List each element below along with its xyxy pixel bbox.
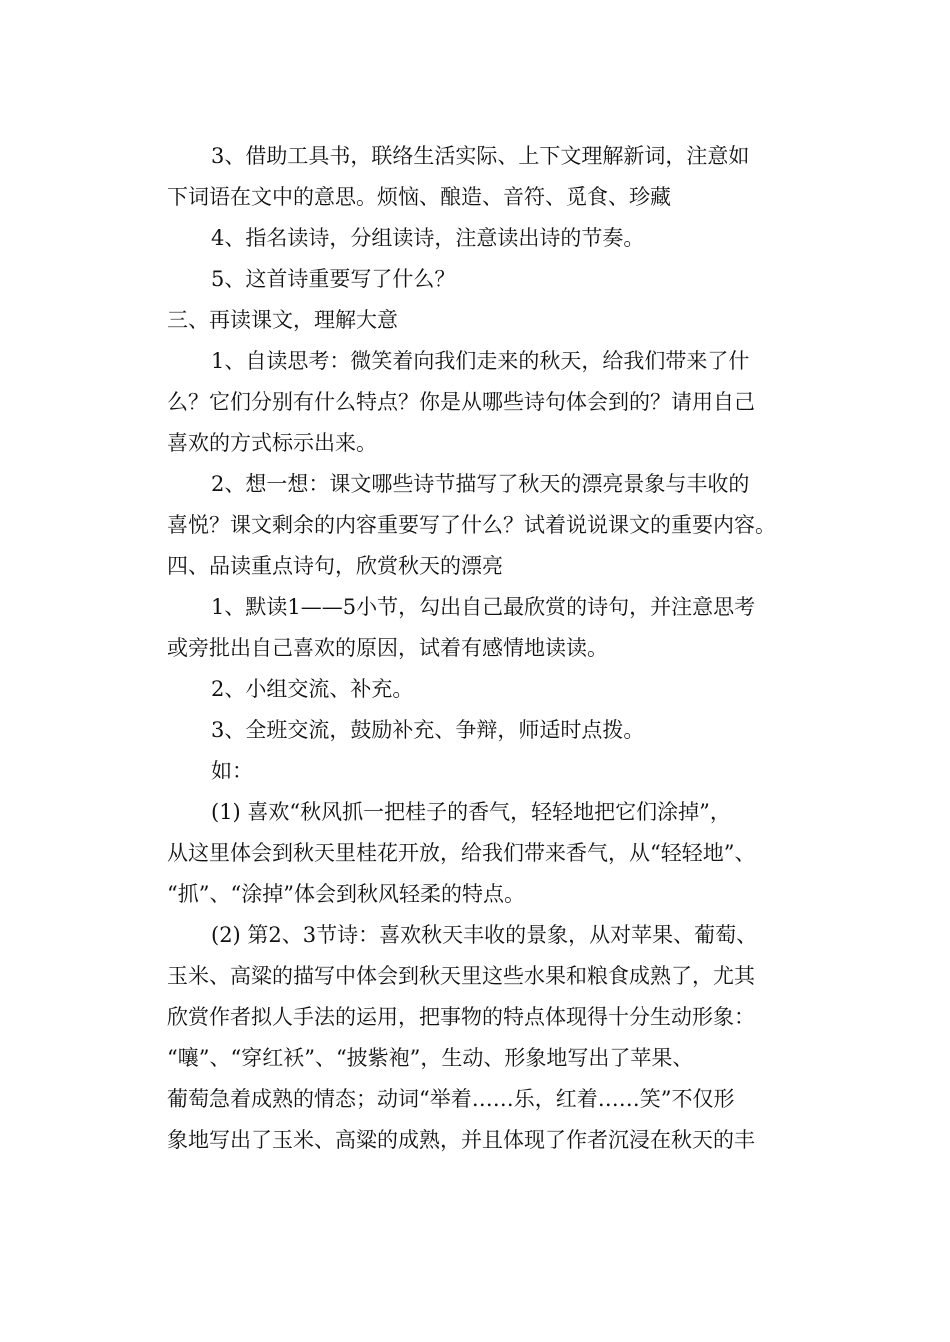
text-line: 从这里体会到秋天里桂花开放，给我们带来香气，从“轻轻地”、 [167,841,756,865]
text-line: 3、全班交流，鼓励补充、争辩，师适时点拨。 [211,718,645,742]
text-line: 喜欢的方式标示出来。 [167,431,377,455]
text-line: (2) 第2、3节诗：喜欢秋天丰收的景象，从对苹果、葡萄、 [211,923,758,947]
text-line: 玉米、高粱的描写中体会到秋天里这些水果和粮食成熟了，尤其 [167,964,755,988]
document-body [167,136,807,1161]
text-line: 葡萄急着成熟的情态；动词“举着……乐，红着……笑”不仅形 [167,1087,735,1111]
text-line: 2、小组交流、补充。 [211,677,414,701]
text-line: 欣赏作者拟人手法的运用，把事物的特点体现得十分生动形象： [167,1005,755,1029]
text-line: “抓”、“涂掉”体会到秋风轻柔的特点。 [167,882,525,906]
text-line: 三、再读课文，理解大意 [167,308,398,332]
text-line: 下词语在文中的意思。烦恼、酿造、音符、觅食、珍藏 [167,185,671,209]
text-line: 四、品读重点诗句，欣赏秋天的漂亮 [167,554,503,578]
text-line: 4、指名读诗，分组读诗，注意读出诗的节奏。 [211,226,645,250]
text-line: 1、默读1——5小节，勾出自己最欣赏的诗句，并注意思考 [211,595,756,619]
text-line: 5、这首诗重要写了什么？ [211,267,456,291]
text-line: 喜悦？课文剩余的内容重要写了什么？试着说说课文的重要内容。 [167,513,776,537]
text-line: 3、借助工具书，联络生活实际、上下文理解新词，注意如 [211,144,750,168]
text-line: 1、自读思考：微笑着向我们走来的秋天，给我们带来了什 [211,349,750,373]
text-line: (1) 喜欢“秋风抓一把桂子的香气，轻轻地把它们涂掉”， [211,800,731,824]
text-line: 或旁批出自己喜欢的原因，试着有感情地读读。 [167,636,608,660]
text-line: “嚷”、“穿红袄”、“披紫袍”，生动、形象地写出了苹果、 [167,1046,694,1070]
text-line: 象地写出了玉米、高粱的成熟，并且体现了作者沉浸在秋天的丰 [167,1128,755,1152]
text-line: 如： [211,759,253,783]
text-line: 么？它们分别有什么特点？你是从哪些诗句体会到的？请用自己 [167,390,755,414]
text-line: 2、想一想：课文哪些诗节描写了秋天的漂亮景象与丰收的 [211,472,750,496]
